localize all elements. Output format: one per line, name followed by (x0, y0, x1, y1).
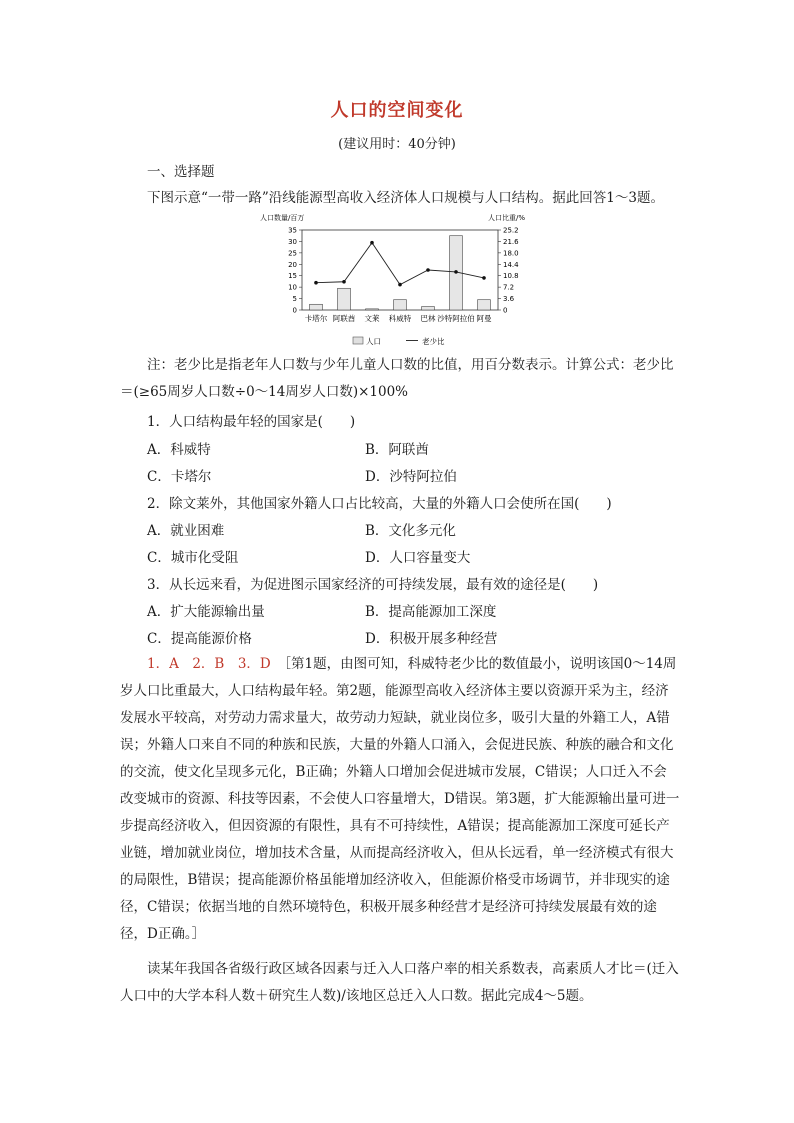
population-chart (258, 212, 540, 352)
q3-option-b[interactable]: B．提高能源加工深度 (365, 604, 497, 620)
point-aging-ratio (482, 276, 486, 280)
point-aging-ratio (398, 283, 402, 287)
bar-population (366, 309, 379, 310)
category-label: 卡塔尔 (304, 314, 328, 323)
section-heading: 一、选择题 (147, 164, 215, 180)
answer-key: 1．A 2．B 3．D (147, 656, 271, 672)
bar-population (310, 304, 323, 310)
left-tick-label: 15 (288, 272, 297, 281)
left-tick-label: 10 (288, 283, 297, 292)
right-tick-label: 14.4 (503, 260, 519, 269)
category-label: 文莱 (364, 314, 380, 323)
left-tick-label: 20 (288, 260, 297, 269)
right-tick-label: 18.0 (503, 249, 519, 258)
left-tick-label: 0 (292, 306, 297, 315)
q3-option-d[interactable]: D．积极开展多种经营 (365, 631, 498, 647)
left-tick-label: 5 (292, 295, 297, 304)
point-aging-ratio (342, 280, 346, 284)
page-title: 人口的空间变化 (330, 100, 464, 121)
left-tick-label: 30 (288, 237, 297, 246)
left-axis-title: 人口数量/百万 (260, 214, 305, 222)
question-intro: 下图示意“一带一路”沿线能源型高收入经济体人口规模与人口结构。据此回答1～3题。 (147, 190, 664, 206)
q1-option-b[interactable]: B．阿联酋 (365, 442, 429, 458)
right-tick-label: 3.6 (503, 295, 515, 304)
point-aging-ratio (454, 270, 458, 274)
category-label: 阿曼 (476, 314, 492, 323)
q1-option-c[interactable]: C．卡塔尔 (147, 469, 212, 485)
answer-explanation (120, 651, 680, 948)
bar-population (478, 300, 491, 310)
q1-option-a[interactable]: A．科威特 (147, 442, 211, 458)
right-tick-label: 21.6 (503, 237, 519, 246)
q3-option-c[interactable]: C．提高能源价格 (147, 631, 252, 647)
right-tick-label: 25.2 (503, 226, 519, 235)
bar-population (338, 288, 351, 310)
bar-population (422, 307, 435, 310)
chart-svg (258, 212, 540, 352)
category-label: 巴林 (420, 314, 436, 323)
q1-option-d[interactable]: D．沙特阿拉伯 (365, 469, 457, 485)
question-2: 2．除文莱外，其他国家外籍人口占比较高，大量的外籍人口会使所在国( ) (147, 496, 612, 512)
legend-ratio-label: 老少比 (422, 337, 445, 346)
q3-option-a[interactable]: A．扩大能源输出量 (147, 604, 265, 620)
question-1: 1．人口结构最年轻的国家是( ) (147, 414, 356, 430)
left-tick-label: 35 (288, 226, 297, 235)
point-aging-ratio (426, 268, 430, 272)
point-aging-ratio (314, 281, 318, 285)
answer-text: ［第1题，由图可知，科威特老少比的数值最小，说明该国0～14周岁人口比重最大，人口结构最年轻。第2题，能源型高收入经济体主要以资源开采为主，经济发展水平较高，对劳动力需求量大，故劳动力短缺，就业岗位多，吸引大量的外籍工人，A错误；外籍人口来自不同的种族和民族，大量的外籍人口涌入，会促进民族、种族的融合和文化的交流，使文化呈现多元化，B正确；外籍人口增加会促进城市发展，C错误；人口迁入不会改变城市的资源、科技等因素，不会使人口容量增大，D错误。第3题，扩大能源输出量可进一步提高经济收入，但因资源的有限性，具有不可持续性，A错误；提高能源加工深度可延长产业链，增加就业岗位，增加技术含量，从而提高经济收入，但从长远看，单一经济模式有很大的局限性，B错误；提高能源价格虽能增加经济收入，但能源价格受市场调节，并非现实的途径，C错误；依据当地的自然环境特色，积极开展多种经营才是经济可持续发展最有效的途径，D正确。］ (120, 656, 680, 942)
q2-option-a[interactable]: A．就业困难 (147, 523, 225, 539)
q2-option-b[interactable]: B．文化多元化 (365, 523, 456, 539)
right-tick-label: 10.8 (503, 272, 519, 281)
suggested-time: (建议用时：40分钟) (338, 137, 456, 152)
bar-population (394, 300, 407, 310)
legend-population-label: 人口 (366, 337, 381, 346)
q2-option-c[interactable]: C．城市化受阻 (147, 550, 239, 566)
q2-option-d[interactable]: D．人口容量变大 (365, 550, 471, 566)
category-label: 阿联酋 (332, 314, 356, 323)
right-tick-label: 0 (503, 306, 508, 315)
question-3: 3．从长远来看，为促进图示国家经济的可持续发展，最有效的途径是( ) (147, 577, 599, 593)
reading-passage: 读某年我国各省级行政区域各因素与迁入人口落户率的相关系数表，高素质人才比＝(迁入人口中的大学本科人数＋研究生人数)/该地区总迁入人口数。据此完成4～5题。 (120, 961, 679, 1004)
category-label: 科威特 (388, 314, 412, 323)
category-label: 沙特阿拉伯 (437, 314, 475, 323)
right-tick-label: 7.2 (503, 283, 515, 292)
chart-note: 注：老少比是指老年人口数与少年儿童人口数的比值，用百分数表示。计算公式：老少比＝(≥65周岁人口数÷0～14周岁人口数)×100% (120, 357, 674, 400)
left-tick-label: 25 (288, 249, 297, 258)
right-axis-title: 人口比重/% (488, 214, 526, 222)
point-aging-ratio (370, 241, 374, 245)
legend-population-swatch (353, 337, 363, 344)
plot-frame (302, 230, 498, 310)
